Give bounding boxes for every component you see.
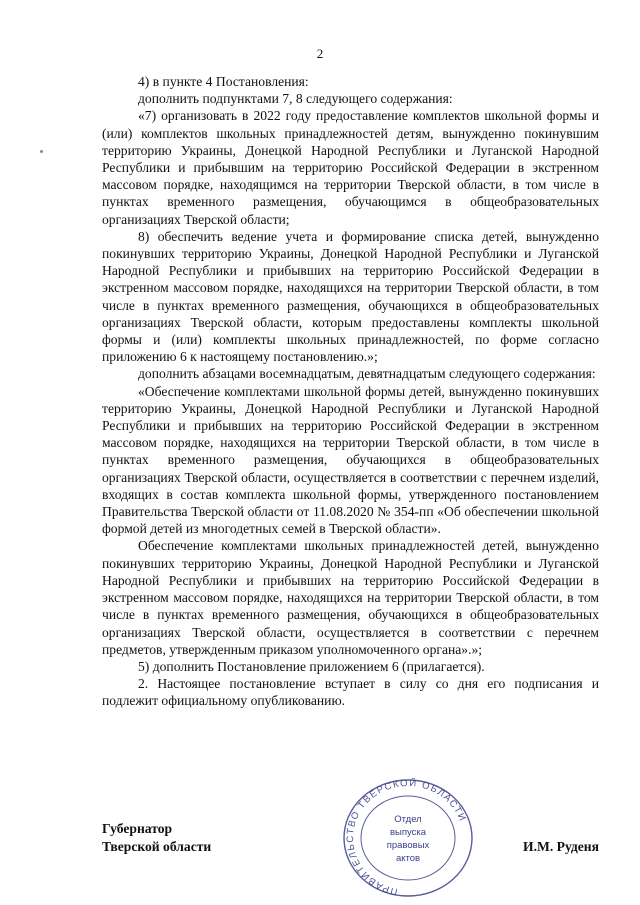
page-number: 2 [316, 46, 324, 61]
signature-name: И.М. Руденя [523, 839, 599, 854]
signature-title-line2: Тверской области [102, 839, 212, 854]
paragraph-point-2: 2. Настоящее постановление вступает в силу со дня его подписания и подлежит официальному опубликованию. [102, 676, 599, 709]
document-body [102, 73, 599, 710]
paragraph-subpoint-7: «7) организовать в 2022 году предоставление комплектов школьной формы и (или) комплектов школьных принадлежностей детям, вынужденно покинувшим территорию Украины, Донецкой Народной Республики и Луганской Народной Республики и прибывшим на территорию Российской Федерации в экстренном массовом порядке, находящимся на территории Тверской области, в том числе в пунктах временного размещения, обучающимся в общеобразовательных организациях Тверской области; [102, 108, 599, 227]
stamp-inner-line3: правовых [386, 840, 430, 851]
stamp-inner-line4: актов [395, 853, 421, 864]
stamp-inner-line1: Отдел [394, 814, 422, 825]
paragraph-add-abzacy: дополнить абзацами восемнадцатым, девятнадцатым следующего содержания: [138, 366, 596, 382]
paragraph-school-uniform: «Обеспечение комплектами школьной формы детей, вынужденно покинувших территорию Украины, Донецкой Народной Республики и Луганской Народной Республики и прибывших на территорию Российской Федерации в экстренном массовом порядке, находящихся на территории Тверской области, в том числе в пунктах временного размещения, обучающихся в общеобразовательных организациях Тверской области, осуществляется в соответствии с перечнем изделий, входящих в состав комплекта школьной формы, утвержденного постановлением Правительства Тверской области от 11.08.2020 № 354-пп «Об обеспечении школьной формой детей из многодетных семей в Тверской области». [102, 383, 599, 537]
margin-speck [40, 150, 43, 153]
paragraph-point-4: 4) в пункте 4 Постановления: [138, 74, 309, 89]
paragraph-subpoint-8: 8) обеспечить ведение учета и формирование списка детей, вынужденно покинувших территорию Украины, Донецкой Народной Республики и Луганской Народной Республики и прибывших на территорию Российской Федерации в экстренном массовом порядке, находящихся на территории Тверской области, в том числе в пунктах временного размещения, обучающихся в общеобразовательных организациях Тверской области, которым предоставлены комплекты школьной формы и (или) комплекты школьных принадлежностей, по форме согласно приложению 6 к настоящему постановлению.»; [102, 228, 599, 365]
signature-title [102, 820, 211, 856]
paragraph-add-subpoints: дополнить подпунктами 7, 8 следующего содержания: [138, 91, 453, 107]
signature-title-line1: Губернатор [102, 821, 173, 836]
paragraph-school-supplies: Обеспечение комплектами школьных принадлежностей детей, вынужденно покинувших территорию Украины, Донецкой Народной Республики и Луганской Народной Республики и прибывших на территорию Российской Федерации в экстренном массовом порядке, находящихся на территории Тверской области, в том числе в пунктах временного размещения, обучающихся в общеобразовательных организациях Тверской области, осуществляется в соответствии с перечнем предметов, утвержденным приказом уполномоченного органа».»; [102, 538, 599, 657]
stamp-inner-line2: выпуска [389, 827, 427, 838]
official-stamp-seal [338, 778, 478, 898]
stamp-inner-ring [361, 796, 455, 880]
stamp-ring-textpath: ПРАВИТЕЛЬСТВО ТВЕРСКОЙ ОБЛАСТИ [344, 778, 469, 898]
paragraph-point-5: 5) дополнить Постановление приложением 6 (прилагается). [138, 658, 485, 674]
